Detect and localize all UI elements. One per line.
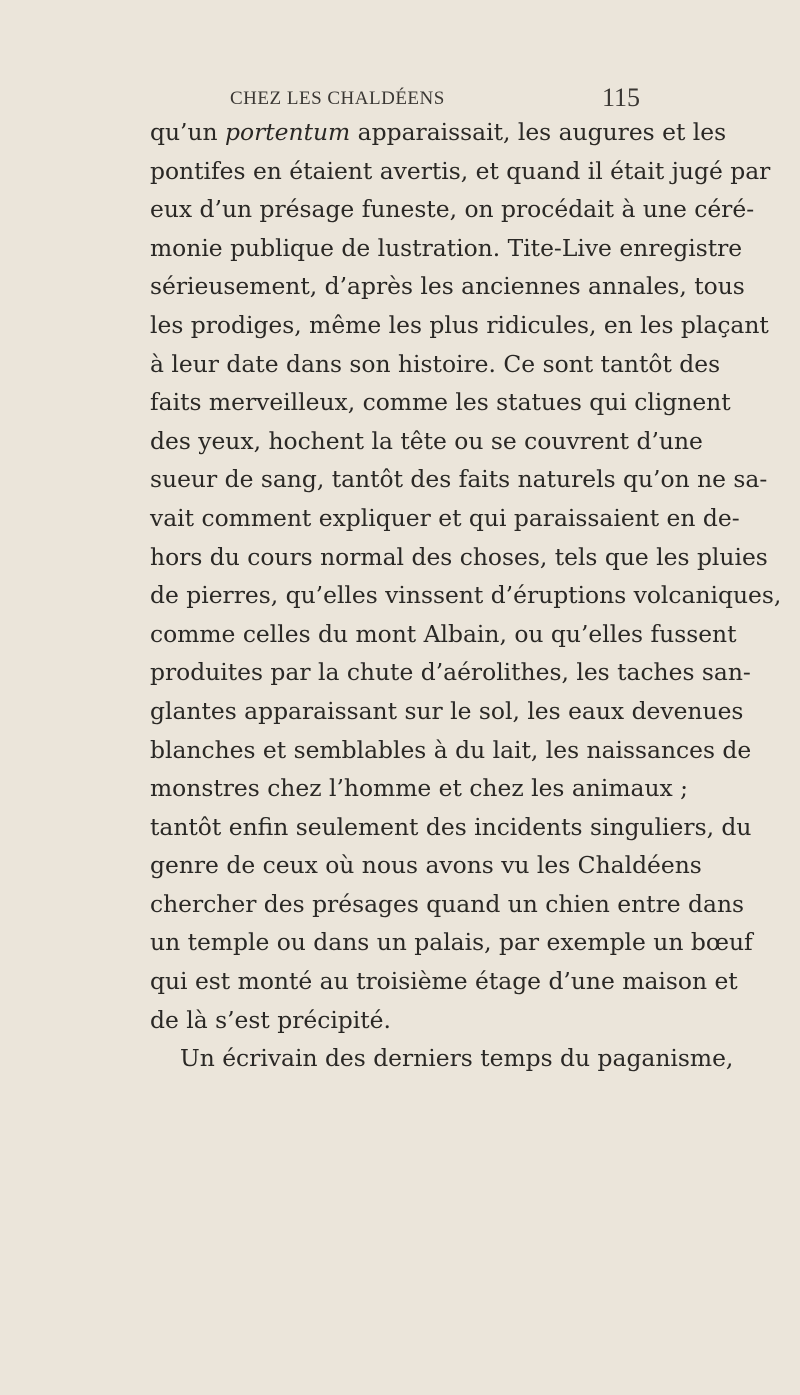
text-line: blanches et semblables à du lait, les naissances de <box>150 735 752 764</box>
italic-term: portentum <box>225 118 351 146</box>
text-line: sérieusement, d’après les anciennes annales, tous <box>150 272 745 301</box>
text-line: genre de ceux où nous avons vu les Chaldéens <box>150 851 702 880</box>
text-line: Un écrivain des derniers temps du paganisme, <box>180 1044 734 1073</box>
text-line: produites par la chute d’aérolithes, les taches san- <box>150 658 751 687</box>
text-line: qui est monté au troisième étage d’une maison et <box>150 967 738 996</box>
text-line: monie publique de lustration. Tite-Live enregistre <box>150 233 743 262</box>
text-line: des yeux, hochent la tête ou se couvrent d’une <box>150 426 703 455</box>
text-line: glantes apparaissant sur le sol, les eaux devenues <box>150 696 744 725</box>
text-line: tantôt enfin seulement des incidents singuliers, du <box>150 812 752 841</box>
text-line: eux d’un présage funeste, on procédait à une céré- <box>150 195 755 224</box>
running-title: CHEZ LES CHALDÉENS <box>230 88 445 109</box>
text-line: vait comment expliquer et qui paraissaient en de- <box>150 503 740 532</box>
text-fragment: qu’un <box>150 118 226 146</box>
text-line <box>150 113 727 152</box>
text-line: les prodiges, même les plus ridicules, en les plaçant <box>150 310 769 339</box>
text-line: sueur de sang, tantôt des faits naturels qu’on ne sa- <box>150 465 768 494</box>
text-line: un temple ou dans un palais, par exemple un bœuf <box>150 928 753 957</box>
text-line: chercher des présages quand un chien entre dans <box>150 889 745 918</box>
text-line: hors du cours normal des choses, tels que les pluies <box>150 542 768 571</box>
text-line: à leur date dans son histoire. Ce sont tantôt des <box>150 349 721 378</box>
text-line: pontifes en étaient avertis, et quand il était jugé par <box>150 156 771 185</box>
text-line: de pierres, qu’elles vinssent d’éruptions volcaniques, <box>150 581 782 610</box>
text-line: monstres chez l’homme et chez les animaux ; <box>150 774 689 803</box>
text-line: de là s’est précipité. <box>150 1005 391 1034</box>
text-line: comme celles du mont Albain, ou qu’elles fussent <box>150 619 737 648</box>
text-line: faits merveilleux, comme les statues qui clignent <box>150 388 731 417</box>
page-number: 115 <box>602 83 641 112</box>
body-text <box>150 113 782 1078</box>
text-fragment: apparaissait, les augures et les <box>350 118 727 146</box>
